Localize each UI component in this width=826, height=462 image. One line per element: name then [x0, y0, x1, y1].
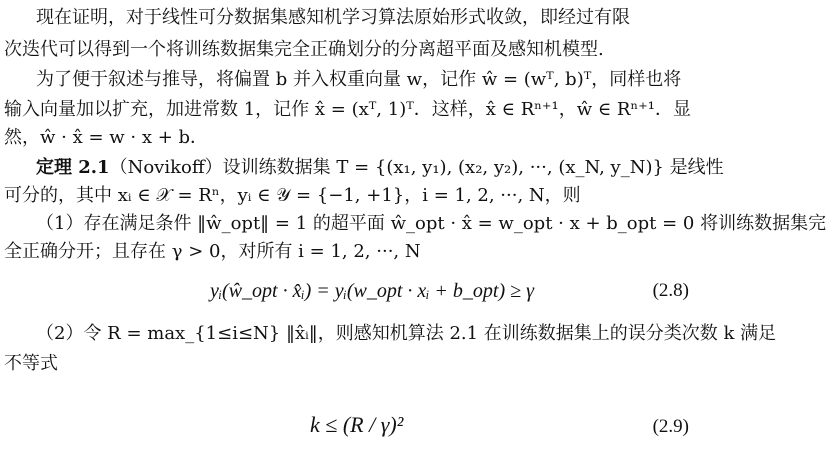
- paragraph-line-3: 为了便于叙述与推导，将偏置 b 并入权重向量 w，记作 ŵ = (wᵀ, b)ᵀ，同样也将: [36, 69, 682, 90]
- theorem-part2-line-1: （2）令 R = max_{1≤i≤N} ‖x̂ᵢ‖，则感知机算法 2.1 在训练数据集上的误分类次数 k 满足: [36, 323, 777, 344]
- theorem-part1-line-2: 全正确分开；且存在 γ > 0，对所有 i = 1, 2, ···, N: [4, 241, 421, 262]
- equation-2-9: k ≤ (R / γ)²: [310, 412, 404, 437]
- equation-number-2-9: (2.9): [652, 416, 689, 437]
- equation-2-8: yᵢ(ŵ_opt · x̂ᵢ) = yᵢ(w_opt · xᵢ + b_opt) ≥ γ: [210, 280, 535, 302]
- paragraph-line-1: 现在证明，对于线性可分数据集感知机学习算法原始形式收敛，即经过有限: [36, 7, 630, 28]
- paragraph-line-2: 次迭代可以得到一个将训练数据集完全正确划分的分离超平面及感知机模型.: [4, 39, 604, 60]
- paragraph-line-5: 然，ŵ · x̂ = w · x + b．: [4, 127, 209, 148]
- paragraph-line-4: 输入向量加以扩充，加进常数 1，记作 x̂ = (xᵀ, 1)ᵀ．这样，x̂ ∈ Rⁿ⁺¹，ŵ ∈ Rⁿ⁺¹．显: [4, 99, 691, 120]
- theorem-part1-line-1: （1）存在满足条件 ‖ŵ_opt‖ = 1 的超平面 ŵ_opt · x̂ = w_opt · x + b_opt = 0 将训练数据集完: [36, 213, 826, 234]
- theorem-text: （Novikoff）设训练数据集 T = {(x₁, y₁), (x₂, y₂), ···, (x_N, y_N)} 是线性: [109, 157, 724, 178]
- theorem-line-1: [36, 156, 743, 180]
- theorem-part2-line-2: 不等式: [4, 353, 58, 374]
- equation-number-2-8: (2.8): [652, 280, 689, 301]
- theorem-line-2: 可分的，其中 xᵢ ∈ 𝒳 = Rⁿ，yᵢ ∈ 𝒴 = {−1, +1}，i = 1, 2, ···, N，则: [4, 185, 581, 206]
- theorem-label: 定理 2.1: [36, 157, 110, 178]
